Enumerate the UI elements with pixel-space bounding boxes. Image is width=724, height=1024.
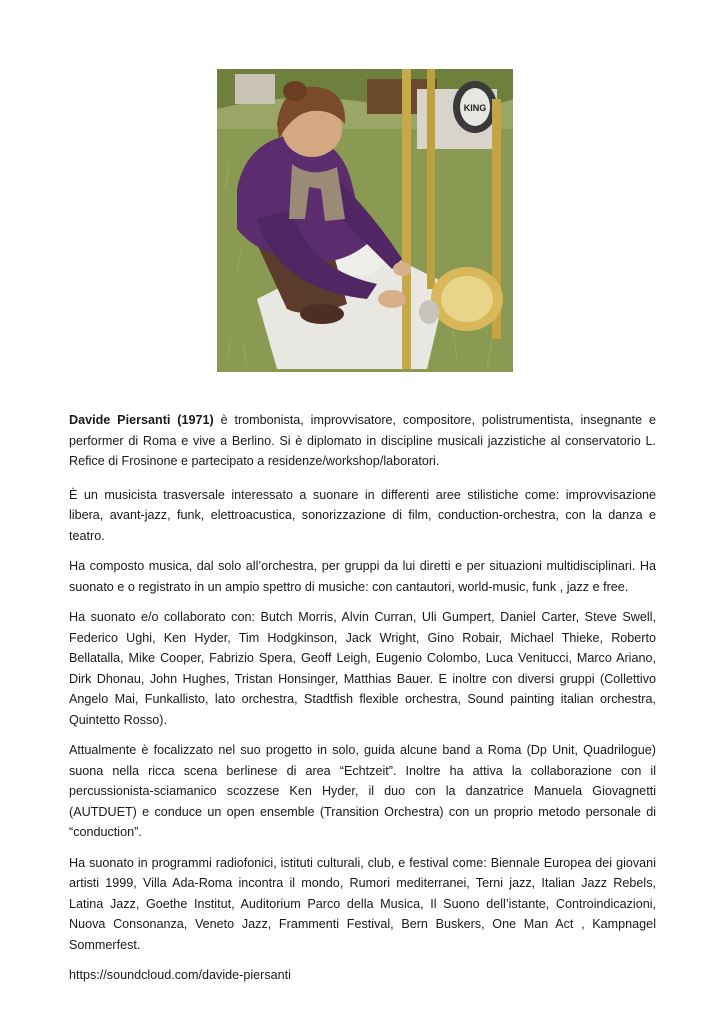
trombone-player-illustration <box>217 69 513 372</box>
musician-photo <box>217 69 513 372</box>
king-sign-text: KING <box>463 103 487 113</box>
artist-name: Davide Piersanti (1971) <box>69 413 214 427</box>
bio-paragraph-intro <box>69 410 656 472</box>
biography-text <box>69 410 656 996</box>
bio-paragraph-2: È un musicista trasversale interessato a suonare in differenti aree stilistiche come: improvvisazione libera, avant-jazz, funk, elettroacustica, sonorizzazione di film, conduction-orchestra, con la danza e teatro. <box>69 487 656 543</box>
bio-paragraph-6: Ha suonato in programmi radiofonici, istituti culturali, club, e festival come: Biennale Europea dei giovani artisti 1999, Villa Ada-Roma incontra il mondo, Rumori mediterranei, Terni jazz, Italian Jazz Rebels, Latina Jazz, Goethe Institut, Auditorium Parco della Musica, Il Suono dell’istante, Controindicazioni, Nuova Consonanza, Veneto Jazz, Frammenti Festival, Bern Buskers, One Man Act , Kampnagel Sommerfest. <box>69 855 656 952</box>
soundcloud-link[interactable]: https://soundcloud.com/davide-piersanti <box>69 968 291 982</box>
bio-paragraph-3: Ha composto musica, dal solo all’orchestra, per gruppi da lui diretti e per situazioni multidisciplinari. Ha suonato e o registrato in un ampio spettro di musiche: con cantautori, world-music, funk , jazz e free. <box>69 559 656 594</box>
bio-paragraph-4: Ha suonato e/o collaborato con: Butch Morris, Alvin Curran, Uli Gumpert, Daniel Carter, Steve Swell, Federico Ughi, Ken Hyder, Tim Hodgkinson, Jack Wright, Gino Robair, Michael Thieke, Roberto Bellatalla, Mike Cooper, Fabrizio Spera, Geoff Leigh, Eugenio Colombo, Luca Venitucci, Marco Ariano, Dirk Dhonau, John Hughes, Tristan Honsinger, Matthias Bauer. E inoltre con diversi gruppi (Collettivo Angelo Mai, Funkallisto, lato orchestra, Stadtfish flexible orchestra, Sound painting italian orchestra, Quintetto Rosso). <box>69 610 656 727</box>
bio-intro-text: è trombonista, improvvisatore, compositore, polistrumentista, insegnante e performer di Roma e vive a Berlino. Si è diplomato in discipline musicali jazzistiche al conservatorio L. Refice di Frosinone e partecipato a residenze/workshop/laboratori. <box>69 413 656 468</box>
bio-paragraph-5: Attualmente è focalizzato nel suo progetto in solo, guida alcune band a Roma (Dp Unit, Quadrilogue) suona nella ricca scena berlinese di area “Echtzeit”. Inoltre ha attiva la collaborazione con il percussionista-sciamanico scozzese Ken Hyder, il duo con la danzatrice Manuela Giovagnetti (AUTDUET) e conduce un open ensemble (Transition Orchestra) con un proprio metodo personale di “conduction”. <box>69 743 656 839</box>
